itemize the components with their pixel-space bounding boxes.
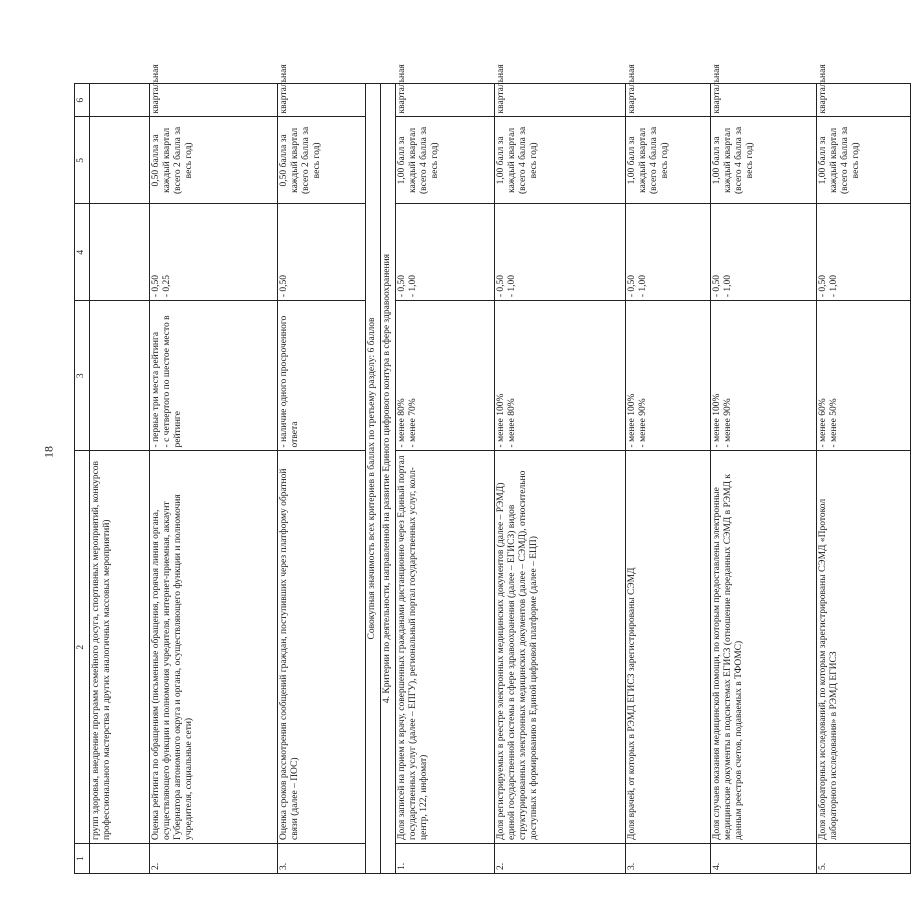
rotated-table-frame: [74, 64, 861, 874]
row-number: 3.: [278, 843, 366, 873]
value-condition: - менее 60% - менее 50%: [817, 301, 911, 451]
period-cell: квартальная: [150, 84, 278, 117]
points-cell: - 0,50 - 1,00: [711, 204, 817, 301]
criterion-text: Оценка рейтинга по обращениям (письменные обращения, горячая линия органа, осуществляющего функции и полномочия учредителя, интернет-приемная, аккаунт Губернатора автономного округа и органа, осуществляющего функции и полномочия учредителя, социальные сети): [150, 451, 278, 843]
max-points-cell: [90, 117, 150, 204]
header-row: [75, 84, 90, 874]
criterion-text: Оценка сроков рассмотрения сообщений граждан, поступивших через платформу обратной связи (далее – ПОС): [278, 451, 366, 843]
max-points-cell: 1,00 балл за каждый квартал (всего 4 балла за весь год): [396, 117, 495, 204]
page-number: 18: [41, 446, 56, 458]
header-cell: 3: [75, 301, 90, 451]
table-row: [150, 84, 278, 874]
max-points-cell: 0,50 балла за каждый квартал (всего 2 балла за весь год): [150, 117, 278, 204]
period-cell: квартальная: [711, 84, 817, 117]
criterion-text: Доля регистрируемых в реестре электронных медицинских документов (далее – РЭМД) единой государственной системы в сфере здравоохранения (далее – ЕГИСЗ) видов структурированных электронных медицинских документов (далее – СЭМД), относительно доступных к формированию в Единой цифровой платформе (далее – ЕЦП): [495, 451, 626, 843]
header-cell: 1: [75, 843, 90, 873]
row-number: 2.: [150, 843, 278, 873]
period-cell: квартальная: [626, 84, 711, 117]
section-title-row: [381, 84, 396, 874]
max-points-cell: 1,00 балл за каждый квартал (всего 4 балла за весь год): [817, 117, 911, 204]
points-cell: - 0,50 - 1,00: [495, 204, 626, 301]
value-condition: - менее 100% - менее 80%: [495, 301, 626, 451]
criterion-text: Доля случаев оказания медицинской помощи, по которым предоставлены электронные медицинские документы в подсистемах ЕГИСЗ (отношение переданных СЭМД в РЭМД к данным реестров счетов, подаваемых в ТФОМС): [711, 451, 817, 843]
period-cell: квартальная: [495, 84, 626, 117]
header-cell: 4: [75, 204, 90, 301]
max-points-cell: 1,00 балл за каждый квартал (всего 4 балла за весь год): [495, 117, 626, 204]
table-row: [711, 84, 817, 874]
max-points-cell: 1,00 балл за каждый квартал (всего 4 балла за весь год): [626, 117, 711, 204]
table-row: [396, 84, 495, 874]
table-row: [90, 84, 150, 874]
value-condition: - менее 80% - менее 70%: [396, 301, 495, 451]
points-cell: - 0,50 - 1,00: [817, 204, 911, 301]
period-cell: квартальная: [817, 84, 911, 117]
period-cell: [90, 84, 150, 117]
row-number: 4.: [711, 843, 817, 873]
row-number: 2.: [495, 843, 626, 873]
value-condition: - менее 100% - менее 90%: [626, 301, 711, 451]
table-row: [626, 84, 711, 874]
table-row: [278, 84, 366, 874]
header-cell: 2: [75, 451, 90, 843]
table-row: [495, 84, 626, 874]
total-score-note: Совокупная значимость всех критериев в баллах по третьему разделу: 6 баллов: [366, 84, 381, 874]
points-cell: - 0,50: [278, 204, 366, 301]
section-title: 4. Критерии по деятельности, направленной на развитие Единого цифрового контура в сфере здравоохранения: [381, 84, 396, 874]
row-number: 1.: [396, 843, 495, 873]
table-row: [817, 84, 911, 874]
criterion-text: групп здоровья, внедрение программ семейного досуга, спортивных мероприятий, конкурсов профессионального мастерства и других аналогичных массовых мероприятий): [90, 451, 150, 843]
max-points-cell: 0,50 балла за каждый квартал (всего 2 балла за весь год): [278, 117, 366, 204]
criterion-text: Доля записей на прием к врачу, совершенных гражданами дистанционно через Единый портал государственных услуг (далее – ЕПГУ), региональный портал государственных услуг, колл-центр, 122, инфомат): [396, 451, 495, 843]
row-number: [90, 843, 150, 873]
row-number: 3.: [626, 843, 711, 873]
value-condition: - менее 100% - менее 90%: [711, 301, 817, 451]
criterion-text: Доля лабораторных исследований, по которым зарегистрированы СЭМД «Протокол лабораторного исследования» в РЭМД ЕГИСЗ: [817, 451, 911, 843]
value-condition: [90, 301, 150, 451]
period-cell: квартальная: [396, 84, 495, 117]
total-score-note-row: [366, 84, 381, 874]
header-cell: 6: [75, 84, 90, 117]
value-condition: - первые три места рейтинга - с четвертого по шестое место в рейтинге: [150, 301, 278, 451]
max-points-cell: 1,00 балл за каждый квартал (всего 4 балла за весь год): [711, 117, 817, 204]
points-cell: - 0,50 - 1,00: [626, 204, 711, 301]
criteria-table: [74, 64, 911, 874]
period-cell: квартальная: [278, 84, 366, 117]
points-cell: [90, 204, 150, 301]
points-cell: - 0,50 - 1,00: [396, 204, 495, 301]
row-number: 5.: [817, 843, 911, 873]
value-condition: - наличие одного просроченного ответа: [278, 301, 366, 451]
points-cell: - 0,50 - 0,25: [150, 204, 278, 301]
header-cell: 5: [75, 117, 90, 204]
criterion-text: Доля врачей, от которых в РЭМД ЕГИСЗ зарегистрированы СЭМД: [626, 451, 711, 843]
